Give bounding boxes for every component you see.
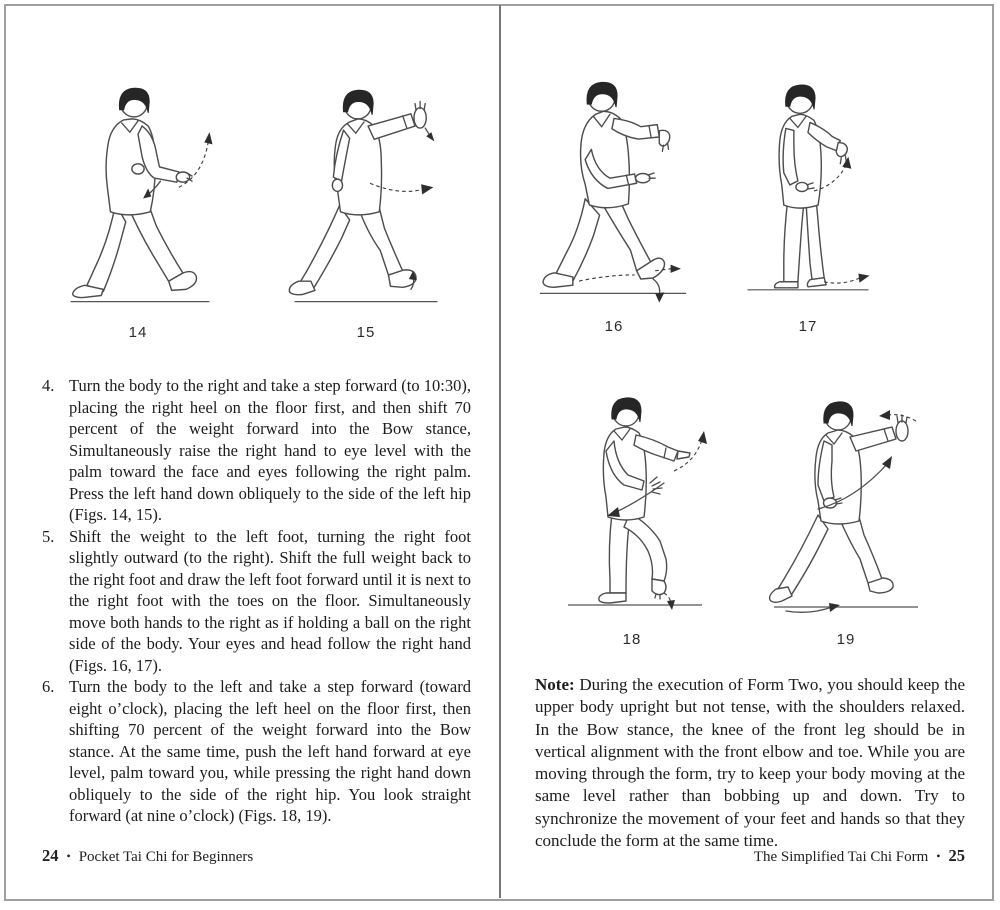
running-title: Pocket Tai Chi for Beginners [78,849,254,865]
figure-number: 18 [622,631,642,648]
instruction-text: Shift the weight to the left foot, turning the right foot slightly outward (to the right). Shift the full weight back to the right foot and draw the left foot forward until it is next to the right foot with the toes on the floor. Simultaneously move both hands to the right as if holding a ball on the right side of the body. Your eyes and head follow the right hand (Figs. 16, 17). [69,526,471,675]
running-title: The Simplified Tai Chi Form [753,849,929,865]
instruction-number: 4. [42,376,55,395]
tai-chi-pose-15-drawing [276,75,456,320]
page-number: 24 [42,846,59,865]
note-paragraph [535,674,965,852]
instruction-number: 5. [42,526,55,546]
footer-separator: • [66,849,71,863]
instruction-text: Turn the body to the left and take a step forward (toward eight o’clock), placing the left heel on the floor first, then shifting 70 percent of the weight forward into the Bow stance. At the same time, push the left hand forward at eye level, palm toward you, while pressing the right hand down obliquely to the side of the right hip. You look straight forward (at nine o’clock) (Figs. 18, 19). [69,677,471,825]
figure-row-16-17 [501,67,993,335]
figure-number: 16 [604,318,624,335]
figure-number: 19 [836,631,856,648]
figure-illustration [723,72,893,335]
instruction-item [42,676,471,827]
right-page-footer [754,846,965,866]
figure-illustration [519,67,709,335]
instruction-text: Turn the body to the right and take a step forward (to 10:30), placing the right heel on the floor first, and then shift 70 percent of the weight forward into the Bow stance, Simultaneously raise the right hand to eye level with the palm toward the face and eyes following the right palm. Press the left hand down obliquely to the side of the left hip (Figs. 14, 15). [69,376,471,524]
right-page [501,5,993,898]
instruction-list [42,375,471,827]
figure-illustration [276,75,456,341]
instruction-item [42,375,471,526]
tai-chi-pose-16-drawing [519,67,709,314]
tai-chi-pose-19-drawing [751,387,941,627]
footer-separator: • [936,849,941,863]
left-page [5,5,499,898]
figure-illustration [48,75,228,341]
figure-illustration [751,387,941,648]
figure-number: 14 [128,324,148,341]
tai-chi-pose-14-drawing [48,75,228,320]
instruction-item [42,526,471,677]
instruction-number: 6. [42,677,55,696]
figure-number: 15 [356,324,376,341]
figure-number: 17 [798,318,818,335]
note-text: During the execution of Form Two, you should keep the upper body upright but not tense, with the shoulders relaxed. In the Bow stance, the knee of the front leg should be in vertical alignment with the front elbow and toe. While you are moving through the form, try to keep your body moving at the same level rather than bobbing up and down. Try to synchronize the movement of your feet and hands so that they conclude the form at the same time. [535,675,965,851]
page-number: 25 [948,846,965,865]
figure-illustration [537,387,727,648]
tai-chi-pose-18-drawing [537,387,727,627]
left-page-footer [42,846,253,866]
figure-row-14-15 [5,75,499,341]
note-label: Note: [535,675,575,694]
figure-row-18-19 [501,387,993,648]
tai-chi-pose-17-drawing [723,72,893,314]
